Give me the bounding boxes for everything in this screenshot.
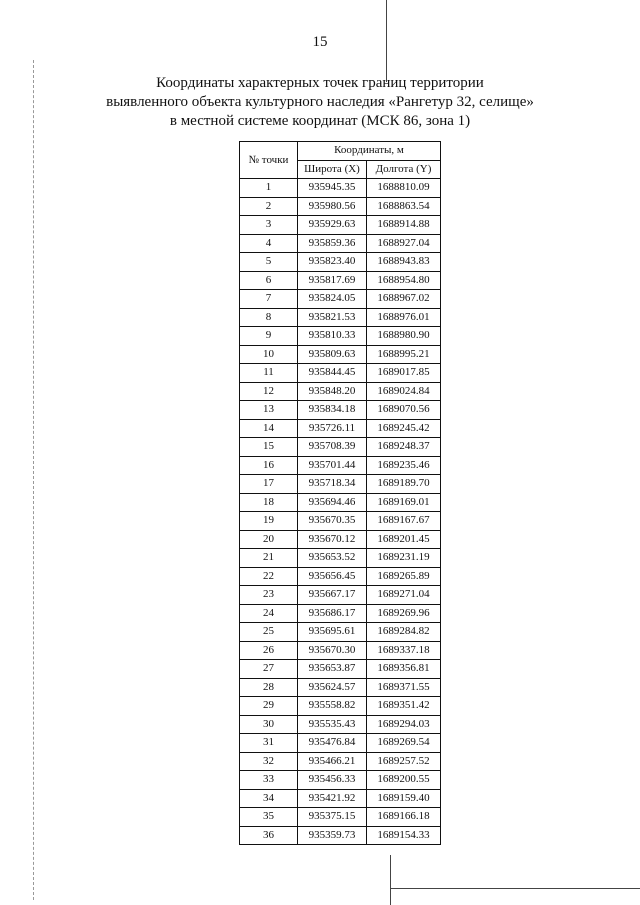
latitude-x-cell: 935624.57: [298, 678, 367, 697]
point-number-cell: 10: [240, 345, 298, 364]
point-number-cell: 29: [240, 697, 298, 716]
longitude-y-cell: 1688967.02: [367, 290, 441, 309]
point-number-cell: 7: [240, 290, 298, 309]
longitude-y-cell: 1689024.84: [367, 382, 441, 401]
table-row: [240, 475, 441, 494]
table-row: [240, 752, 441, 771]
point-number-cell: 11: [240, 364, 298, 383]
longitude-y-cell: 1689269.54: [367, 734, 441, 753]
table-row: [240, 734, 441, 753]
table-row: [240, 604, 441, 623]
longitude-y-cell: 1689017.85: [367, 364, 441, 383]
latitude-x-cell: 935653.87: [298, 660, 367, 679]
table-row: [240, 216, 441, 235]
longitude-y-cell: 1689294.03: [367, 715, 441, 734]
table-row: [240, 641, 441, 660]
title-line: Координаты характерных точек границ территории: [156, 75, 484, 91]
point-number-cell: 9: [240, 327, 298, 346]
latitude-x-cell: 935859.36: [298, 234, 367, 253]
latitude-x-cell: 935844.45: [298, 364, 367, 383]
table-row: [240, 512, 441, 531]
longitude-y-cell: 1689356.81: [367, 660, 441, 679]
longitude-y-cell: 1688863.54: [367, 197, 441, 216]
latitude-x-cell: 935701.44: [298, 456, 367, 475]
table-row: [240, 660, 441, 679]
longitude-y-cell: 1689201.45: [367, 530, 441, 549]
scan-fold-line: [390, 855, 391, 905]
point-number-cell: 21: [240, 549, 298, 568]
point-number-cell: 14: [240, 419, 298, 438]
latitude-x-cell: 935810.33: [298, 327, 367, 346]
longitude-y-cell: 1689159.40: [367, 789, 441, 808]
latitude-x-cell: 935558.82: [298, 697, 367, 716]
latitude-x-cell: 935653.52: [298, 549, 367, 568]
point-number-cell: 12: [240, 382, 298, 401]
latitude-x-cell: 935656.45: [298, 567, 367, 586]
point-number-cell: 15: [240, 438, 298, 457]
latitude-x-cell: 935476.84: [298, 734, 367, 753]
table-row: [240, 789, 441, 808]
table-row: [240, 697, 441, 716]
point-number-cell: 5: [240, 253, 298, 272]
latitude-x-cell: 935670.35: [298, 512, 367, 531]
longitude-y-cell: 1688810.09: [367, 179, 441, 198]
latitude-x-cell: 935535.43: [298, 715, 367, 734]
scan-edge-left: [33, 60, 35, 900]
latitude-x-cell: 935929.63: [298, 216, 367, 235]
header-latitude-x: Широта (X): [298, 160, 367, 179]
longitude-y-cell: 1689351.42: [367, 697, 441, 716]
table-row: [240, 327, 441, 346]
longitude-y-cell: 1689070.56: [367, 401, 441, 420]
longitude-y-cell: 1688914.88: [367, 216, 441, 235]
longitude-y-cell: 1689371.55: [367, 678, 441, 697]
table-row: [240, 308, 441, 327]
latitude-x-cell: 935456.33: [298, 771, 367, 790]
point-number-cell: 4: [240, 234, 298, 253]
longitude-y-cell: 1689200.55: [367, 771, 441, 790]
latitude-x-cell: 935980.56: [298, 197, 367, 216]
latitude-x-cell: 935708.39: [298, 438, 367, 457]
longitude-y-cell: 1689284.82: [367, 623, 441, 642]
point-number-cell: 27: [240, 660, 298, 679]
latitude-x-cell: 935726.11: [298, 419, 367, 438]
latitude-x-cell: 935359.73: [298, 826, 367, 845]
point-number-cell: 2: [240, 197, 298, 216]
table-row: [240, 438, 441, 457]
longitude-y-cell: 1689154.33: [367, 826, 441, 845]
header-coordinates: Координаты, м: [298, 142, 441, 161]
longitude-y-cell: 1688943.83: [367, 253, 441, 272]
table-row: [240, 623, 441, 642]
table-row: [240, 771, 441, 790]
longitude-y-cell: 1689269.96: [367, 604, 441, 623]
header-point-number: № точки: [240, 142, 298, 179]
table-row: [240, 345, 441, 364]
table-row: [240, 678, 441, 697]
longitude-y-cell: 1688954.80: [367, 271, 441, 290]
header-longitude-y: Долгота (Y): [367, 160, 441, 179]
table-row: [240, 808, 441, 827]
table-row: [240, 401, 441, 420]
table-row: [240, 493, 441, 512]
point-number-cell: 31: [240, 734, 298, 753]
table-row: [240, 586, 441, 605]
latitude-x-cell: 935824.05: [298, 290, 367, 309]
latitude-x-cell: 935848.20: [298, 382, 367, 401]
longitude-y-cell: 1689189.70: [367, 475, 441, 494]
latitude-x-cell: 935695.61: [298, 623, 367, 642]
point-number-cell: 22: [240, 567, 298, 586]
table-row: [240, 530, 441, 549]
longitude-y-cell: 1689166.18: [367, 808, 441, 827]
title-line: выявленного объекта культурного наследия «Рангетур 32, селище»: [106, 94, 534, 110]
document-title: [0, 74, 640, 131]
latitude-x-cell: 935375.15: [298, 808, 367, 827]
latitude-x-cell: 935809.63: [298, 345, 367, 364]
longitude-y-cell: 1689265.89: [367, 567, 441, 586]
scan-fold-line: [390, 888, 640, 889]
latitude-x-cell: 935945.35: [298, 179, 367, 198]
point-number-cell: 19: [240, 512, 298, 531]
point-number-cell: 30: [240, 715, 298, 734]
table-row: [240, 290, 441, 309]
point-number-cell: 1: [240, 179, 298, 198]
point-number-cell: 17: [240, 475, 298, 494]
table-row: [240, 271, 441, 290]
table-row: [240, 715, 441, 734]
longitude-y-cell: 1689257.52: [367, 752, 441, 771]
latitude-x-cell: 935421.92: [298, 789, 367, 808]
point-number-cell: 16: [240, 456, 298, 475]
latitude-x-cell: 935821.53: [298, 308, 367, 327]
point-number-cell: 8: [240, 308, 298, 327]
latitude-x-cell: 935670.30: [298, 641, 367, 660]
point-number-cell: 35: [240, 808, 298, 827]
point-number-cell: 34: [240, 789, 298, 808]
table-row: [240, 179, 441, 198]
longitude-y-cell: 1689337.18: [367, 641, 441, 660]
longitude-y-cell: 1689248.37: [367, 438, 441, 457]
table-row: [240, 364, 441, 383]
point-number-cell: 36: [240, 826, 298, 845]
table-row: [240, 567, 441, 586]
latitude-x-cell: 935466.21: [298, 752, 367, 771]
latitude-x-cell: 935823.40: [298, 253, 367, 272]
latitude-x-cell: 935817.69: [298, 271, 367, 290]
point-number-cell: 24: [240, 604, 298, 623]
point-number-cell: 6: [240, 271, 298, 290]
table-row: [240, 549, 441, 568]
point-number-cell: 20: [240, 530, 298, 549]
longitude-y-cell: 1688980.90: [367, 327, 441, 346]
latitude-x-cell: 935694.46: [298, 493, 367, 512]
title-line: в местной системе координат (МСК 86, зона 1): [169, 113, 471, 129]
table-row: [240, 253, 441, 272]
longitude-y-cell: 1689231.19: [367, 549, 441, 568]
longitude-y-cell: 1688995.21: [367, 345, 441, 364]
table-row: [240, 382, 441, 401]
point-number-cell: 28: [240, 678, 298, 697]
point-number-cell: 26: [240, 641, 298, 660]
table-row: [240, 456, 441, 475]
longitude-y-cell: 1689271.04: [367, 586, 441, 605]
longitude-y-cell: 1688976.01: [367, 308, 441, 327]
longitude-y-cell: 1689245.42: [367, 419, 441, 438]
longitude-y-cell: 1689235.46: [367, 456, 441, 475]
page-number: 15: [312, 34, 328, 50]
point-number-cell: 13: [240, 401, 298, 420]
table-row: [240, 234, 441, 253]
longitude-y-cell: 1688927.04: [367, 234, 441, 253]
coordinates-table: [239, 141, 441, 845]
point-number-cell: 32: [240, 752, 298, 771]
point-number-cell: 3: [240, 216, 298, 235]
longitude-y-cell: 1689167.67: [367, 512, 441, 531]
latitude-x-cell: 935667.17: [298, 586, 367, 605]
table-row: [240, 419, 441, 438]
longitude-y-cell: 1689169.01: [367, 493, 441, 512]
table-row: [240, 826, 441, 845]
point-number-cell: 23: [240, 586, 298, 605]
latitude-x-cell: 935834.18: [298, 401, 367, 420]
latitude-x-cell: 935670.12: [298, 530, 367, 549]
point-number-cell: 25: [240, 623, 298, 642]
latitude-x-cell: 935718.34: [298, 475, 367, 494]
latitude-x-cell: 935686.17: [298, 604, 367, 623]
point-number-cell: 33: [240, 771, 298, 790]
point-number-cell: 18: [240, 493, 298, 512]
table-row: [240, 197, 441, 216]
